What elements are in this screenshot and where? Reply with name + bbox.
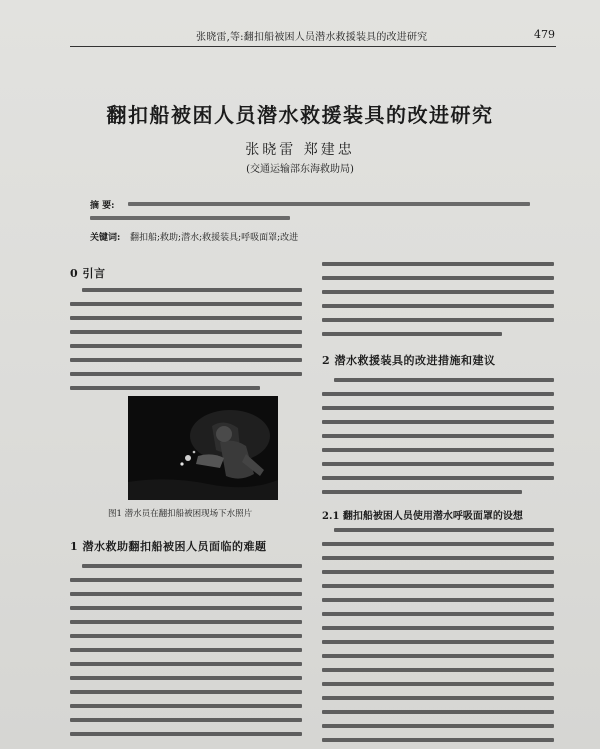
subsection-heading-2-1: 2.1 翻扣船被困人员使用潜水呼吸面罩的设想: [322, 511, 523, 522]
section-heading-intro: 0 引言: [70, 267, 106, 280]
keywords-label: 关键词:: [90, 233, 121, 243]
authors: 张晓雷 郑建忠: [245, 142, 355, 158]
figure-photo: [128, 396, 278, 500]
abstract-label: 摘 要:: [90, 201, 115, 211]
paper-title: 翻扣船被困人员潜水救援装具的改进研究: [106, 103, 494, 127]
running-head: 张晓雷,等:翻扣船被困人员潜水救援装具的改进研究: [196, 32, 428, 43]
section-heading-2: 2 潜水救援装具的改进措施和建议: [322, 354, 496, 367]
abstract-text-line: [90, 216, 290, 220]
section-heading-1: 1 潜水救助翻扣船被困人员面临的难题: [70, 540, 267, 553]
page-number: 479: [534, 28, 555, 41]
figure-caption: 图1 潜水员在翻扣船被困现场下水照片: [108, 509, 253, 519]
abstract-text-line: [128, 202, 530, 206]
affiliation: (交通运输部东海救助局): [246, 164, 354, 175]
keywords-text: 翻扣船;救助;潜水;救援装具;呼吸面罩;改进: [130, 233, 299, 243]
header-rule: [70, 46, 556, 47]
